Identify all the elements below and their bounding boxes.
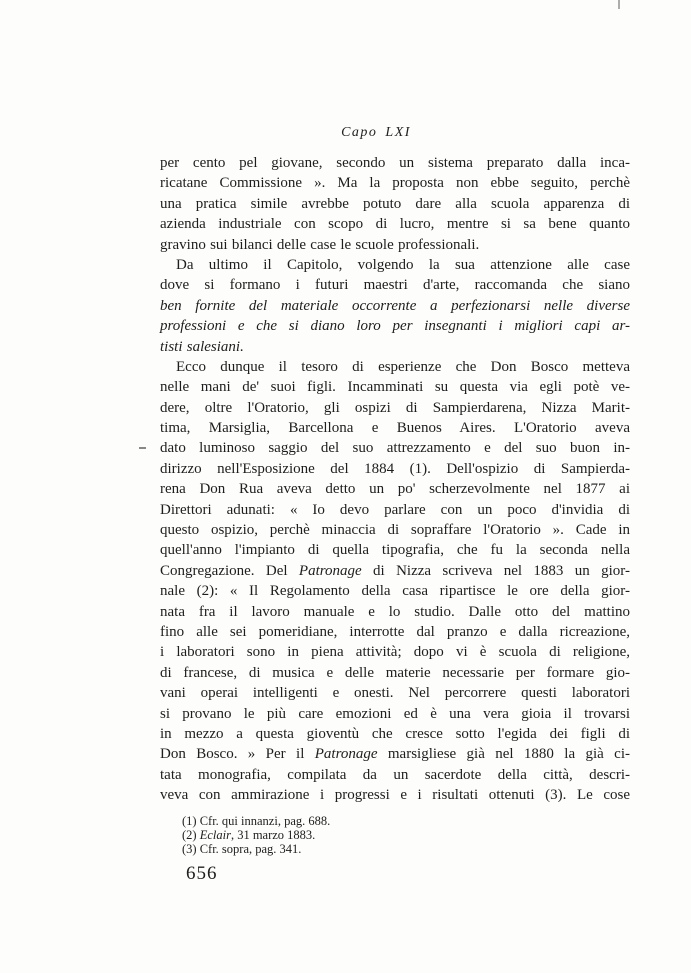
text-line — [160, 765, 630, 785]
italic-text: Patronage — [298, 562, 362, 579]
text-line — [160, 561, 630, 581]
text-line — [160, 296, 630, 316]
text-line — [160, 235, 630, 255]
text-segment: Congregazione. Del — [160, 562, 299, 579]
text-segment: , 31 marzo 1883. — [230, 828, 316, 843]
text-line — [160, 724, 630, 744]
text-segment: in mezzo a questa gioventù che cresce sotto l'egida dei figli di — [160, 725, 630, 742]
text-segment: di francese, di musica e delle materie necessarie per formare gio- — [160, 664, 630, 681]
text-line — [160, 377, 630, 397]
text-segment: una pratica simile avrebbe potuto dare alla scuola apparenza di — [160, 195, 630, 212]
footnote-line — [182, 814, 602, 828]
text-line — [160, 663, 630, 683]
text-segment: dato luminoso saggio del suo attrezzamento e del suo buon in- — [160, 440, 630, 457]
text-segment: (3) Cfr. sopra, pag. 341. — [182, 842, 302, 857]
footnote-line — [182, 828, 602, 842]
italic-text: professioni e che si diano loro per insegnanti i migliori capi ar- — [160, 318, 630, 335]
text-segment: nata fra il lavoro manuale e lo studio. Dalle otto del mattino — [160, 603, 630, 620]
text-segment: vani operai intelligenti e onesti. Nel percorrere questi laboratori — [160, 685, 630, 702]
text-line — [160, 785, 630, 805]
scan-artifact-tick — [618, 0, 620, 9]
text-segment: dirizzo nell'Esposizione del 1884 (1). Dell'ospizio di Sampierda- — [160, 460, 630, 477]
text-segment: i laboratori sono in piena attività; dopo vi è scuola di religione, — [160, 644, 630, 661]
text-segment: dere, oltre l'Oratorio, gli ospizi di Sampierdarena, Nizza Marit- — [160, 399, 630, 416]
text-line — [160, 642, 630, 662]
text-line — [160, 153, 630, 173]
text-segment: nelle mani de' suoi figli. Incamminati su questa via egli potè ve- — [160, 379, 630, 396]
text-segment: nale (2): « Il Regolamento della casa ripartisce le ore della gior- — [160, 583, 630, 600]
text-line — [160, 581, 630, 601]
footnotes — [182, 814, 602, 857]
page-number: 656 — [186, 863, 218, 884]
text-line — [160, 622, 630, 642]
text-line — [160, 337, 630, 357]
text-segment: azienda industriale con scopo di lucro, mentre si sa bene quanto — [160, 216, 630, 233]
text-line — [160, 214, 630, 234]
text-segment: Direttori adunati: « Io devo parlare con un poco d'invidia di — [160, 501, 630, 518]
text-segment: tima, Marsiglia, Barcellona e Buenos Aires. L'Oratorio aveva — [160, 420, 630, 437]
text-segment: (2) — [182, 828, 200, 843]
text-line — [160, 173, 630, 193]
text-line — [160, 520, 630, 540]
text-line — [160, 438, 630, 458]
text-line — [160, 683, 630, 703]
text-segment: tata monografia, compilata da un sacerdote della città, descri- — [160, 766, 630, 783]
text-segment: di Nizza scriveva nel 1883 un gior- — [361, 562, 630, 579]
text-line — [160, 275, 630, 295]
text-line — [160, 418, 630, 438]
text-segment: Da ultimo il Capitolo, volgendo la sua attenzione alle case — [176, 256, 630, 273]
text-segment: per cento pel giovane, secondo un sistema preparato dalla inca- — [160, 155, 630, 171]
text-segment: quell'anno l'impianto di quella tipografia, che fu la seconda nella — [160, 542, 630, 559]
italic-text: Patronage — [314, 746, 378, 763]
text-line — [160, 398, 630, 418]
text-line — [160, 704, 630, 724]
text-line — [160, 744, 630, 764]
text-segment: fino alle sei pomeridiane, interrotte dal pranzo e dalla ricreazione, — [160, 623, 630, 640]
text-line — [160, 540, 630, 560]
text-line — [160, 357, 630, 377]
text-segment: questo ospizio, perchè minaccia di sopraffare l'Oratorio ». Cade in — [160, 522, 630, 539]
text-segment: veva con ammirazione i progressi e i risultati ottenuti (3). Le cose — [160, 787, 630, 804]
text-segment: Ecco dunque il tesoro di esperienze che Don Bosco metteva — [176, 358, 630, 375]
footnote-line — [182, 842, 602, 856]
text-segment: dove si formano i futuri maestri d'arte, raccomanda che siano — [160, 277, 630, 294]
text-segment: si provano le più care emozioni ed è una vera gioia il trovarsi — [160, 705, 630, 722]
italic-text: ben fornite del materiale occorrente a perfezionarsi nelle diverse — [160, 297, 630, 314]
text-line — [160, 500, 630, 520]
text-segment: Don Bosco. » Per il — [160, 746, 315, 763]
text-line — [160, 459, 630, 479]
text-line — [160, 602, 630, 622]
body-text — [160, 153, 630, 806]
text-segment: rena Don Rua aveva detto un po' scherzevolmente nel 1877 ai — [160, 481, 630, 498]
text-segment: (1) Cfr. qui innanzi, pag. 688. — [182, 814, 331, 828]
text-segment: ricatane Commissione ». Ma la proposta non ebbe seguito, perchè — [160, 175, 630, 192]
scan-artifact-dash — [139, 447, 146, 449]
text-line — [160, 255, 630, 275]
text-line — [160, 194, 630, 214]
text-segment: marsigliese già nel 1880 la già ci- — [377, 746, 630, 763]
italic-text: Eclair — [199, 828, 231, 843]
text-line — [160, 316, 630, 336]
italic-text: tisti salesiani. — [160, 338, 244, 355]
chapter-heading: Capo LXI — [341, 125, 411, 140]
text-line — [160, 479, 630, 499]
text-segment: gravino sui bilanci delle case le scuole professionali. — [160, 236, 480, 253]
